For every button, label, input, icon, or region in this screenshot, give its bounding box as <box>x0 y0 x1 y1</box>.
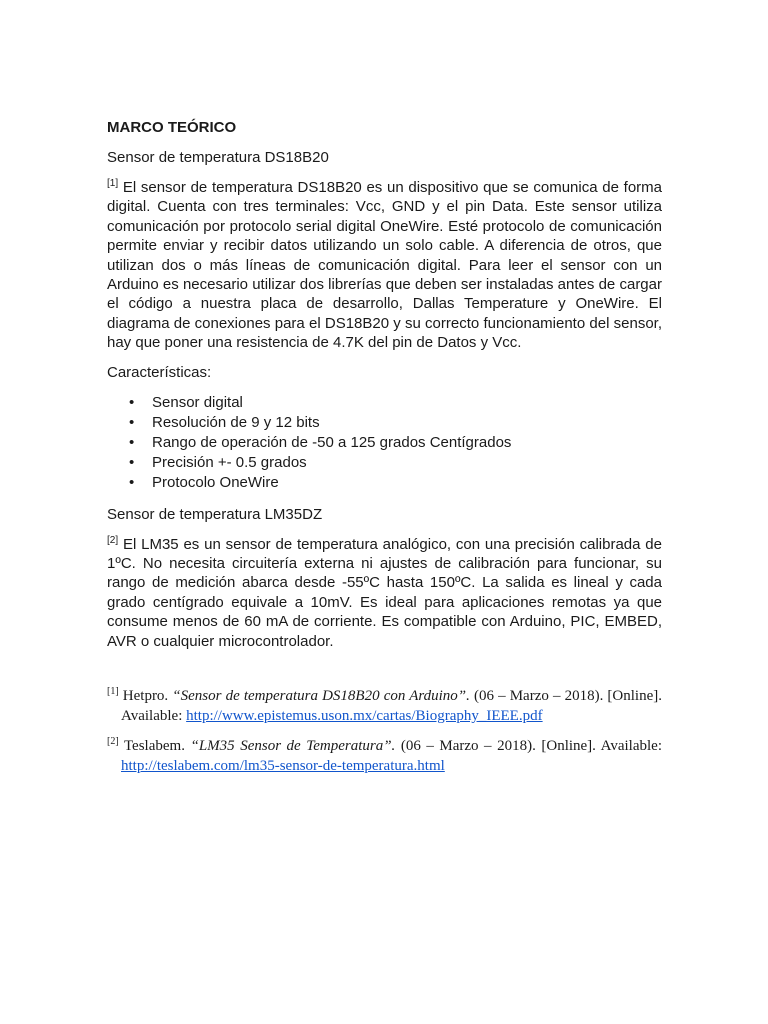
list-item <box>107 413 662 433</box>
bullet-icon: • <box>129 393 135 411</box>
list-item-text: Resolución de 9 y 12 bits <box>152 413 320 431</box>
bullet-icon: • <box>129 433 135 451</box>
reference-date: (06 – Marzo – 2018). [Online]. Available: <box>400 738 662 754</box>
reference-mark-1: [1] <box>107 686 119 697</box>
document-body <box>107 118 662 661</box>
citation-mark-1: [1] <box>107 178 119 189</box>
list-item-text: Sensor digital <box>152 393 243 411</box>
reference-author: Teslabem. <box>123 738 185 754</box>
list-item-text: Precisión +- 0.5 grados <box>152 453 307 471</box>
bullet-icon: • <box>129 453 135 471</box>
list-item <box>107 393 662 413</box>
paragraph-ds18b20 <box>107 178 662 353</box>
paragraph-lm35dz-text: El LM35 es un sensor de temperatura analógico, con una precisión calibrada de 1ºC. No necesita circuitería externa ni ajustes de calibración para funcionar, su rango de medición abarca desde -55ºC hasta 150ºC. La salida es lineal y cada grado centígrado equivale a 10mV. Es ideal para aplicaciones remotas ya que consume menos de 60 mA de corriente. Es compatible con Arduino, PIC, EMBED, AVR o cualquier microcontrolador. <box>107 535 662 650</box>
list-item <box>107 473 662 493</box>
list-item-text: Rango de operación de -50 a 125 grados Centígrados <box>152 433 512 451</box>
reference-title: “Sensor de temperatura DS18B20 con Arduino”. <box>172 688 470 704</box>
reference-mark-2: [2] <box>107 736 119 747</box>
page-title: MARCO TEÓRICO <box>107 119 237 136</box>
list-item <box>107 453 662 473</box>
reference-link[interactable]: http://www.epistemus.uson.mx/cartas/Biography_IEEE.pdf <box>186 708 543 724</box>
reference-2 <box>107 736 662 776</box>
reference-title: “LM35 Sensor de Temperatura”. <box>190 738 396 754</box>
paragraph-ds18b20-text: El sensor de temperatura DS18B20 es un dispositivo que se comunica de forma digital. Cuenta con tres terminales: Vcc, GND y el pin Data. Este sensor utiliza comunicación por protocolo serial digital OneWire. Esté protocolo de comunicación permite enviar y recibir datos utilizando un solo cable. A diferencia de otros, que utilizan dos o más líneas de comunicación digital. Para leer el sensor con un Arduino es necesario utilizar dos librerías que deben ser instaladas antes de cargar el código a nuestra placa de desarrollo, Dallas Temperature y OneWire. El diagrama de conexiones para el DS18B20 y su correcto funcionamiento del sensor, hay que poner una resistencia de 4.7K del pin de Datos y Vcc. <box>107 179 662 352</box>
reference-date: (06 – Marzo – 2018). [Online]. Available: <box>121 688 662 724</box>
section-title-ds18b20: Sensor de temperatura DS18B20 <box>107 149 329 166</box>
bullet-icon: • <box>129 473 135 491</box>
reference-author: Hetpro. <box>122 688 169 704</box>
list-item <box>107 433 662 453</box>
features-list <box>107 393 662 493</box>
reference-link[interactable]: http://teslabem.com/lm35-sensor-de-temperatura.html <box>121 758 445 774</box>
bullet-icon: • <box>129 413 135 431</box>
list-item-text: Protocolo OneWire <box>152 473 279 491</box>
paragraph-lm35dz <box>107 535 662 651</box>
section-title-lm35dz: Sensor de temperatura LM35DZ <box>107 505 323 523</box>
references-section <box>107 686 662 786</box>
reference-1 <box>107 686 662 726</box>
features-title: Características: <box>107 363 212 381</box>
citation-mark-2: [2] <box>107 534 119 546</box>
